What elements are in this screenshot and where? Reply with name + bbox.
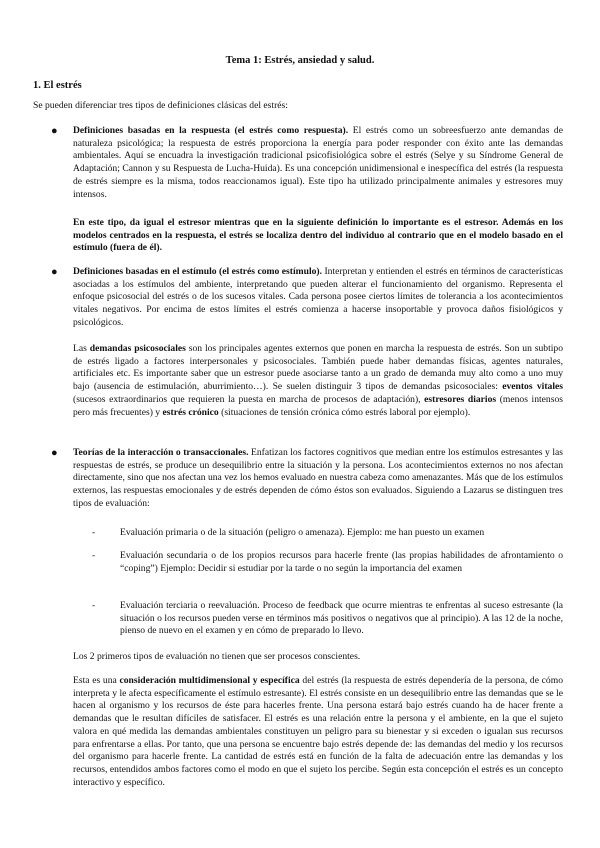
bullet3-paragraph [73,447,563,511]
bullet2-lead: Definiciones basadas en el estímulo (el estrés como estímulo). [73,266,323,277]
term-demandas-psicosociales: demandas psicosociales [89,343,186,354]
bullet-marker: ● [51,447,58,459]
evaluation-tertiary: Evaluación terciaria o reevaluación. Proceso de feedback que ocurre mientras te enfrentas al suceso estresante (la situación o los recursos pueden verse en términos más positivos o negativos que al principio). A las 12 de la noche, pienso de nuevo en el examen y en cómo de preparado lo llevo. [120,600,563,637]
bullet1-lead: Definiciones basadas en la respuesta (el estrés como respuesta). [73,125,349,136]
evaluation-primary: Evaluación primaria o de la situación (peligro o amenaza). Ejemplo: me han puesto un examen [120,527,485,538]
bullet3-text: Enfatizan los factores cognitivos que median entre los estímulos estresantes y las respuestas de estrés, se produce un desequilibrio entre la situación y la persona. Los acontecimientos externos no nos afectan directamente, sino que nos afectan una vez los hemos evaluado en nuestra cabeza como amenazantes. Más que de los estímulos externos, las respuestas emocionales y de estrés dependen de cómo éstos son evaluados. Siguiendo a Lazarus se distinguen tres tipos de evaluación: [73,447,563,509]
dash-marker: - [92,550,96,561]
text-run: del estrés (la respuesta de estrés dependería de la persona, de cómo interpreta y le afecta específicamente el estímulo estresante). El estrés consiste en un desequilibrio entre las demandas que se le hacen al organismo y los recursos de éste para hacerles frente. Una persona estará bajo estrés cuando ha de hacer frente a demandas que le resultan difíciles de satisfacer. El estrés es una relación entre la persona y el ambiente, en la que el sujeto valora en qué medida las demandas ambientales constituyen un peligro para su bienestar y si exceden o igualan sus recursos para enfrentarse a ellas. Por tanto, que una persona se encuentre bajo estrés depende de: las demandas del medio y los recursos del organismo para hacerle frente. La cantidad de estrés está en función de la falta de adecuación entre las demandas y los recursos, entendidos ambos factores como el modo en que el sujeto los percibe. Según esta concepción el estrés es un concepto interactivo y específico. [73,675,563,788]
page-title: Tema 1: Estrés, ansiedad y salud. [225,55,375,66]
intro-paragraph: Se pueden diferenciar tres tipos de definiciones clásicas del estrés: [33,100,288,111]
term-eventos-vitales: eventos vitales [502,381,563,393]
term-estres-cronico: estrés crónico [162,406,219,418]
term-estresores-diarios: estresores diarios [424,393,497,405]
text-run: Esta es una [73,675,120,686]
bullet1-text: El estrés como un sobreesfuerzo ante demandas de naturaleza psicológica; la respuesta de estrés proporciona la energía para poder responder con éxito ante las demandas ambientales. Aquí se encuadra la investigación tradicional psicofisiológica sobre el estrés (Selye y su Síndrome General de Adaptación; Cannon y su Respuesta de Lucha-Huida). Es una concepción unidimensional e inespecífica del estrés (la respuesta de estrés siempre es la misma, todos reaccionamos igual). Este tipo ha utilizado principalmente animales y estresores muy intensos. [73,125,563,200]
bullet2-paragraph [73,266,563,330]
interaction-paragraph [73,675,563,789]
text-run: son los principales agentes externos que ponen en marcha la respuesta de estrés. Son un subtipo de estrés ligado a factores interpersonales y psicosociales. También puede haber demandas físicas, agentes naturales, artificiales etc. Es importante saber que un estresor puede asociarse tanto a un grado de demanda muy alto como a uno muy bajo (ausencia de estimulación, aburrimiento…). Se suelen distinguir 3 tipos de demandas psicosociales: [73,343,563,393]
dash-marker: - [92,600,96,611]
dash-marker: - [92,527,96,538]
bullet1-paragraph [73,125,563,201]
text-run: (sucesos extraordinarios que requieren la puesta en marcha de procesos de adaptación), [73,393,425,405]
bullet-marker: ● [51,266,58,278]
conscious-note: Los 2 primeros tipos de evaluación no tienen que ser procesos conscientes. [73,651,361,662]
text-run: Las [73,343,90,354]
bullet2-demands-paragraph [73,343,563,419]
bullet1-note: En este tipo, da igual el estresor mientras que en la siguiente definición lo importante es el estresor. Además en los modelos centrados en la respuesta, el estrés se localiza dentro del individuo al contrario que en el modelo basado en el estímulo (fuera de él). [73,217,563,254]
text-run: (situaciones de tensión crónica cómo estrés laboral por ejemplo). [218,406,471,418]
bullet2-text: Interpretan y entienden el estrés en términos de características asociadas a los estímulos del ambiente, interpretando que pueden alterar el funcionamiento del organismo. Representa el enfoque psicosocial del estrés o de los sucesos vitales. Cada persona posee ciertos límites de tolerancia a los acontecimientos vitales negativos. Por encima de estos límites el estrés comienza a hacerse insoportable y provoca daños fisiológicos y psicológicos. [73,266,563,328]
bullet-marker: ● [51,125,58,137]
evaluation-secondary: Evaluación secundaria o de los propios recursos para hacerle frente (las propias habilidades de afrontamiento o “coping”) Ejemplo: Decidir si estudiar por la tarde o no según la importancia del examen [120,550,563,574]
section-heading: 1. El estrés [33,80,82,91]
bullet3-lead: Teorías de la interacción o transaccionales. [73,447,249,458]
term-consideracion-multidimensional: consideración multidimensional y específica [119,675,300,686]
text-run: (menos intensos pero más frecuentes) y [73,393,563,418]
